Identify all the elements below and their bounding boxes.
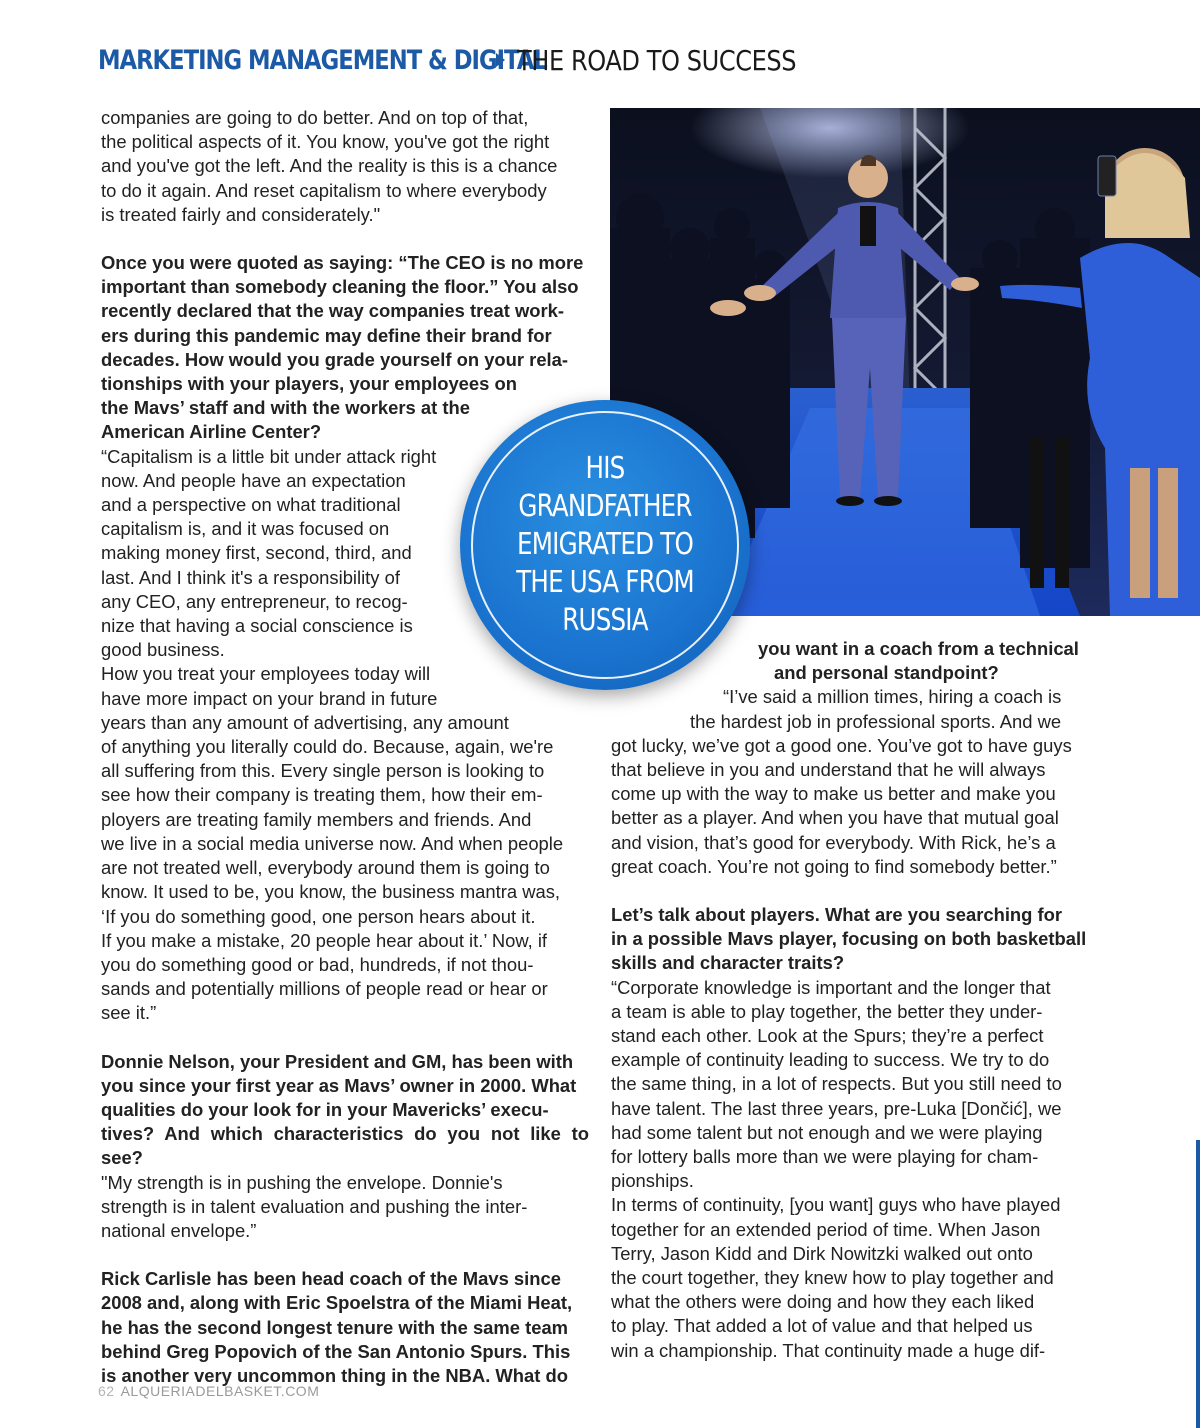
answer-1 bbox=[101, 445, 589, 1026]
text-line: In terms of continuity, [you want] guys who have played bbox=[611, 1194, 1061, 1216]
text-line: we live in a social media universe now. And when people bbox=[101, 832, 564, 854]
text-line: win a championship. That continuity made a huge dif- bbox=[611, 1339, 1046, 1361]
text-line: come up with the way to make us better and make you bbox=[611, 783, 1056, 805]
text-line: together for an extended period of time. When Jason bbox=[611, 1218, 1041, 1240]
answer-3 bbox=[611, 685, 1099, 879]
text-line: better as a player. And when you have that mutual goal bbox=[611, 807, 1059, 829]
text-line: ployers are treating family members and friends. And bbox=[101, 808, 532, 830]
question-4 bbox=[611, 903, 1099, 976]
text-line: national envelope.” bbox=[101, 1219, 257, 1241]
text-line: the Mavs’ staff and with the workers at the bbox=[101, 397, 470, 419]
text-line: Let’s talk about players. What are you searching for bbox=[611, 904, 1063, 926]
section-title: MARKETING MANAGEMENT & DIGITAL bbox=[98, 44, 547, 76]
text-line: example of continuity leading to success. We try to do bbox=[611, 1049, 1050, 1071]
right-column bbox=[611, 637, 1099, 1363]
text-line: good business. bbox=[101, 639, 225, 661]
text-line: decades. How would you grade yourself on your rela- bbox=[101, 348, 569, 370]
text-line: of anything you literally could do. Because, again, we're bbox=[101, 736, 554, 758]
text-line: and personal standpoint? bbox=[774, 662, 999, 684]
text-line: capitalism is, and it was focused on bbox=[101, 518, 390, 540]
text-line: How you treat your employees today will bbox=[101, 663, 431, 685]
opening-paragraph bbox=[101, 106, 589, 227]
text-line: and vision, that’s good for everybody. With Rick, he’s a bbox=[611, 831, 1056, 853]
text-line: have talent. The last three years, pre-Luka [Dončić], we bbox=[611, 1097, 1062, 1119]
question-2 bbox=[101, 1050, 589, 1171]
text-line: “Corporate knowledge is important and the longer that bbox=[611, 976, 1051, 998]
text-line: you since your first year as Mavs’ owner in 2000. What bbox=[101, 1074, 577, 1096]
text-line: had some talent but not enough and we were playing bbox=[611, 1121, 1043, 1143]
page-header bbox=[98, 40, 842, 80]
text-line: important than somebody cleaning the floor.” You also bbox=[101, 276, 579, 298]
text-line: behind Greg Popovich of the San Antonio Spurs. This bbox=[101, 1340, 571, 1362]
answer-4 bbox=[611, 976, 1099, 1363]
text-line: skills and character traits? bbox=[611, 952, 845, 974]
text-line: any CEO, any entrepreneur, to recog- bbox=[101, 590, 408, 612]
text-line: you want in a coach from a technical bbox=[758, 638, 1079, 659]
text-line: the same thing, in a lot of respects. But you still need to bbox=[611, 1073, 1062, 1095]
left-column bbox=[101, 106, 589, 1388]
text-line: ers during this pandemic may define their brand for bbox=[101, 324, 552, 346]
article-title: THE ROAD TO SUCCESS bbox=[517, 43, 797, 77]
text-line: stand each other. Look at the Spurs; they’re a perfect bbox=[611, 1025, 1044, 1047]
site-url: ALQUERIADELBASKET.COM bbox=[120, 1383, 320, 1399]
text-line: American Airline Center? bbox=[101, 421, 322, 443]
text-line: great coach. You’re not going to find somebody better.” bbox=[611, 855, 1057, 877]
text-line: is treated fairly and considerately." bbox=[101, 203, 381, 225]
text-line: got lucky, we’ve got a good one. You’ve got to have guys bbox=[611, 734, 1072, 756]
text-line: Rick Carlisle has been head coach of the Mavs since bbox=[101, 1268, 561, 1290]
text-line: last. And I think it's a responsibility of bbox=[101, 566, 400, 588]
text-line: and a perspective on what traditional bbox=[101, 494, 401, 516]
text-line: and you've got the left. And the reality is this is a chance bbox=[101, 155, 558, 177]
text-line: that believe in you and understand that he will always bbox=[611, 759, 1046, 781]
text-line: all suffering from this. Every single person is looking to bbox=[101, 760, 545, 782]
text-line: a team is able to play together, the better they under- bbox=[611, 1000, 1043, 1022]
text-line: recently declared that the way companies treat work- bbox=[101, 300, 564, 322]
page-edge-accent bbox=[1196, 1140, 1200, 1428]
text-line: nize that having a social conscience is bbox=[101, 615, 413, 637]
answer-2 bbox=[101, 1171, 589, 1244]
text-line: have more impact on your brand in future bbox=[101, 687, 438, 709]
text-line: “I’ve said a million times, hiring a coach is bbox=[723, 686, 1062, 708]
text-line: sands and potentially millions of people read or hear or bbox=[101, 978, 548, 1000]
text-line: see how their company is treating them, how their em- bbox=[101, 784, 543, 806]
text-line: now. And people have an expectation bbox=[101, 469, 406, 491]
text-line: you do something good or bad, hundreds, if not thou- bbox=[101, 953, 534, 975]
text-line: “Capitalism is a little bit under attack right bbox=[101, 445, 437, 467]
text-line: see it.” bbox=[101, 1002, 157, 1024]
page-footer bbox=[98, 1383, 319, 1399]
text-line: the hardest job in professional sports. And we bbox=[690, 710, 1062, 732]
text-line: "My strength is in pushing the envelope. Donnie's bbox=[101, 1171, 503, 1193]
pull-quote-text: HIS GRANDFATHER EMIGRATED TO THE USA FROM RUSSIA bbox=[516, 451, 694, 638]
text-line: tives? And which characteristics do you not like to see? bbox=[101, 1123, 589, 1169]
text-line: years than any amount of advertising, any amount bbox=[101, 711, 509, 733]
text-line: in a possible Mavs player, focusing on both basketball bbox=[611, 928, 1087, 950]
text-line: companies are going to do better. And on top of that, bbox=[101, 107, 529, 128]
text-line: the political aspects of it. You know, you've got the right bbox=[101, 131, 550, 153]
text-line: he has the second longest tenure with the same team bbox=[101, 1316, 569, 1338]
text-line: what the others were doing and how they each liked bbox=[611, 1291, 1035, 1313]
text-line: strength is in talent evaluation and pushing the inter- bbox=[101, 1195, 528, 1217]
text-line: Donnie Nelson, your President and GM, has been with bbox=[101, 1050, 574, 1072]
question-1 bbox=[101, 251, 589, 445]
text-line: to do it again. And reset capitalism to where everybody bbox=[101, 179, 547, 201]
text-line: is another very uncommon thing in the NBA. What do bbox=[101, 1364, 568, 1386]
text-line: 2008 and, along with Eric Spoelstra of the Miami Heat, bbox=[101, 1292, 573, 1314]
question-3 bbox=[101, 1267, 589, 1388]
text-line: are not treated well, everybody around them is going to bbox=[101, 857, 550, 879]
text-line: Terry, Jason Kidd and Dirk Nowitzki walked out onto bbox=[611, 1242, 1033, 1264]
text-line: making money first, second, third, and bbox=[101, 542, 412, 564]
text-line: for lottery balls more than we were playing for cham- bbox=[611, 1146, 1039, 1168]
text-line: ‘If you do something good, one person hears about it. bbox=[101, 905, 536, 927]
text-line: pionships. bbox=[611, 1170, 694, 1192]
text-line: tionships with your players, your employees on bbox=[101, 373, 517, 395]
text-line: qualities do your look for in your Mavericks’ execu- bbox=[101, 1098, 549, 1120]
page-number: 62 bbox=[98, 1383, 115, 1399]
text-line: If you make a mistake, 20 people hear about it.’ Now, if bbox=[101, 929, 548, 951]
question-3-continued bbox=[611, 637, 1099, 685]
text-line: the court together, they knew how to play together and bbox=[611, 1267, 1054, 1289]
text-line: to play. That added a lot of value and that helped us bbox=[611, 1315, 1033, 1337]
text-line: know. It used to be, you know, the business mantra was, bbox=[101, 881, 561, 903]
text-line: Once you were quoted as saying: “The CEO is no more bbox=[101, 252, 584, 274]
